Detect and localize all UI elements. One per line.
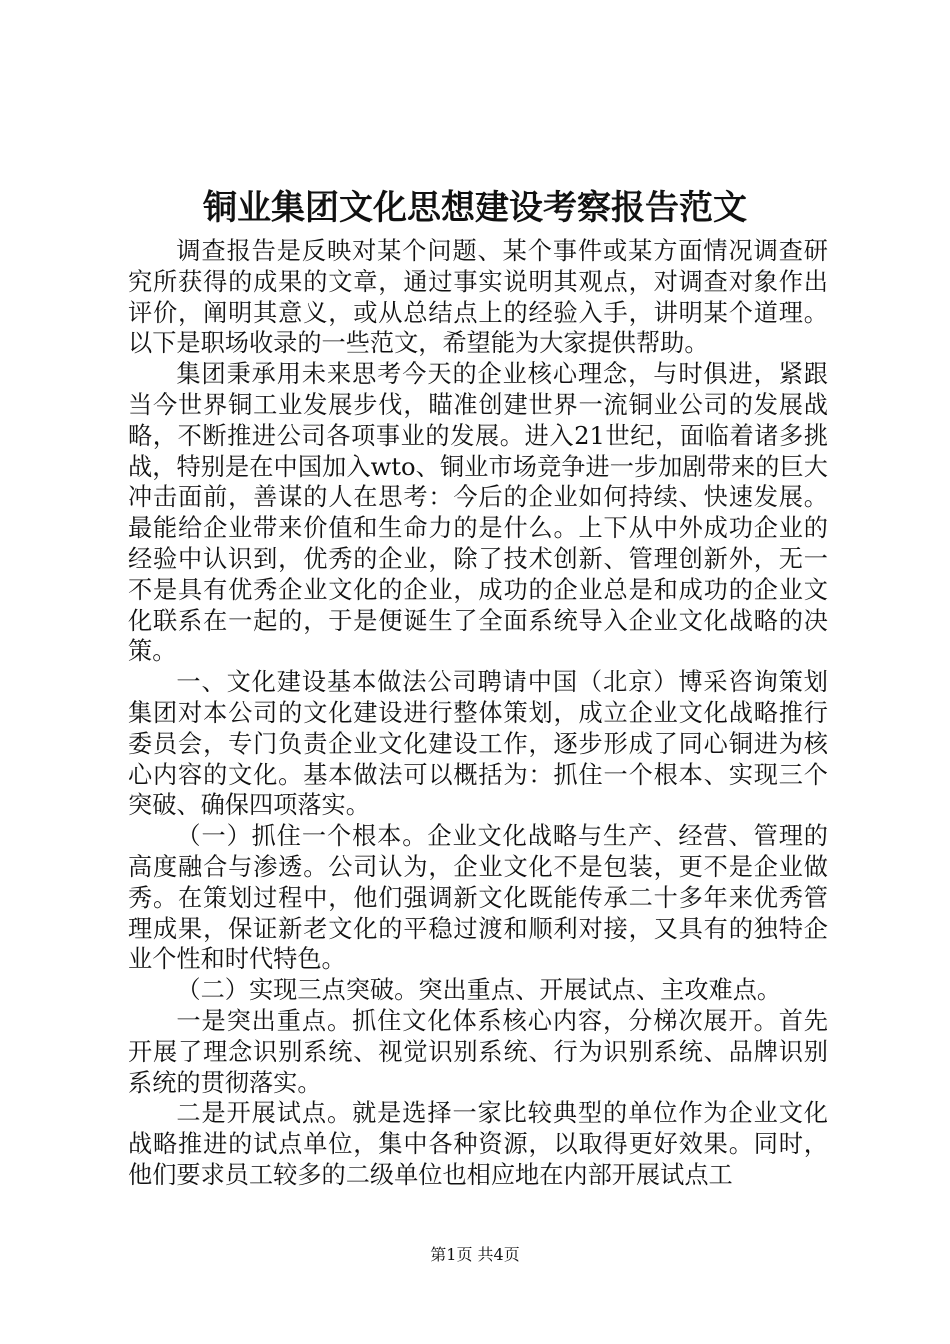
paragraph-intro: 调查报告是反映对某个问题、某个事件或某方面情况调查研究所获得的成果的文章，通过事实说明其观点，对调查对象作出评价，阐明其意义，或从总结点上的经验入手，讲明某个道理。以下是职场收录的一些范文，希望能为大家提供帮助。 (128, 237, 828, 358)
page-number-footer: 第1页 共4页 (430, 1245, 520, 1264)
paragraph-point-2: 二是开展试点。就是选择一家比较典型的单位作为企业文化战略推进的试点单位，集中各种资源，以取得更好效果。同时，他们要求员工较多的二级单位也相应地在内部开展试点工 (128, 1099, 828, 1189)
document-body (128, 236, 828, 1191)
paragraph-subsection-1: （一）抓住一个根本。企业文化战略与生产、经营、管理的高度融合与渗透。公司认为，企业文化不是包装，更不是企业做秀。在策划过程中，他们强调新文化既能传承二十多年来优秀管理成果，保证新老文化的平稳过渡和顺利对接，又具有的独特企业个性和时代特色。 (128, 822, 828, 974)
paragraph-background: 集团秉承用未来思考今天的企业核心理念，与时俱进，紧跟当今世界铜工业发展步伐，瞄准创建世界一流铜业公司的发展战略，不断推进公司各项事业的发展。进入21世纪，面临着诸多挑战，特别是在中国加入wto、铜业市场竞争进一步加剧带来的巨大冲击面前，善谋的人在思考：今后的企业如何持续、快速发展。最能给企业带来价值和生命力的是什么。上下从中外成功企业的经验中认识到，优秀的企业，除了技术创新、管理创新外，无一不是具有优秀企业文化的企业，成功的企业总是和成功的企业文化联系在一起的，于是便诞生了全面系统导入企业文化战略的决策。 (128, 360, 828, 666)
paragraph-section-1: 一、文化建设基本做法公司聘请中国（北京）博采咨询策划集团对本公司的文化建设进行整体策划，成立企业文化战略推行委员会，专门负责企业文化建设工作，逐步形成了同心铜进为核心内容的文化。基本做法可以概括为：抓住一个根本、实现三个突破、确保四项落实。 (128, 668, 828, 820)
paragraph-point-1: 一是突出重点。抓住文化体系核心内容，分梯次展开。首先开展了理念识别系统、视觉识别系统、行为识别系统、品牌识别系统的贯彻落实。 (128, 1006, 828, 1097)
document-title: 铜业集团文化思想建设考察报告范文 (203, 188, 747, 228)
paragraph-subsection-2: （二）实现三点突破。突出重点、开展试点、主攻难点。 (176, 976, 782, 1005)
